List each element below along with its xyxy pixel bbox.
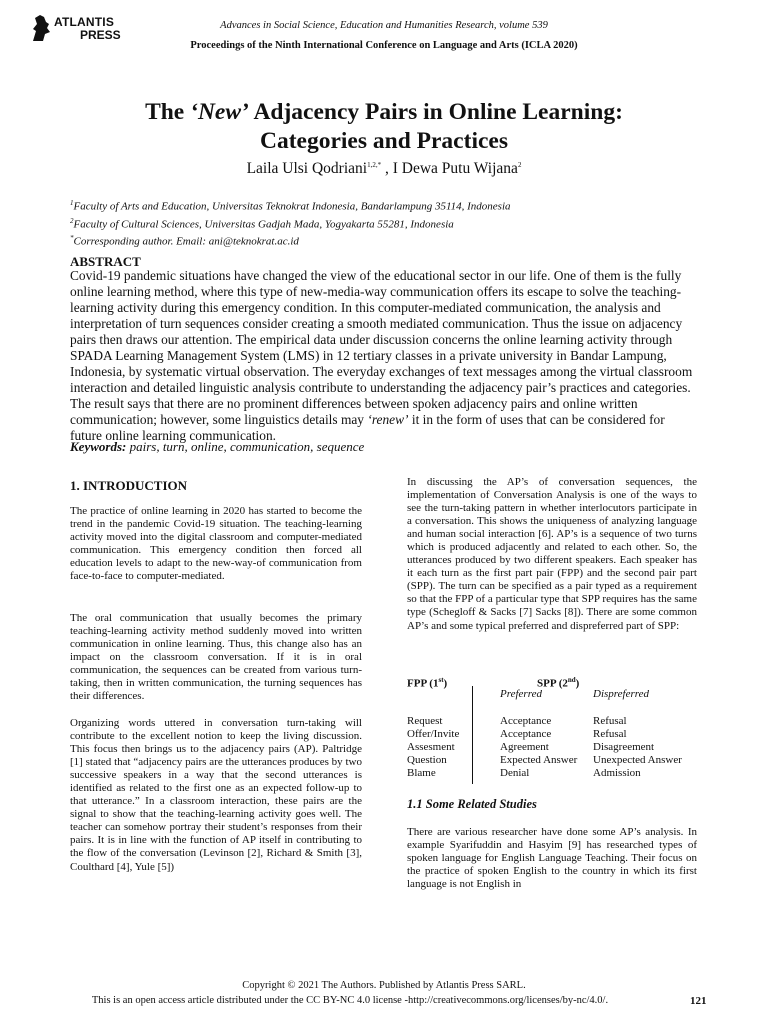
page-number: 121 — [690, 995, 707, 1007]
table-row-5-preferred: Denial — [500, 767, 530, 779]
fpp-label: FPP (1 — [407, 677, 439, 690]
table-row-1-dispreferred: Refusal — [593, 715, 627, 727]
section-1-1-heading: 1.1 Some Related Studies — [407, 797, 537, 811]
abstract-main: Covid-19 pandemic situations have changed the view of the educational sector in our life. One of them is the fully online learning method, where this type of new-media-way communication offers its escape to solve the teaching-learning activity during this emergency condition. In this computer-mediated communication, the analysis and interpretation of turn sequences consider creating a smooth mediated communication. Thus the issue on adjacency pairs then draws our attention. The empirical data under discussion concerns the online learning activity through SPADA Learning Management System (LMS) in 12 tertiary classes in a private university in Bandar Lampung, Indonesia, by systematic virtual observation. The everyday exchanges of text messages among the virtual classroom interaction and detailed linguistic analysis contribute to understanding the adjacency pair’s practices and categories. The result says that there are no prominent differences between spoken adjacency pairs and online written communication; however, some linguistics details may — [70, 268, 693, 427]
journal-line: Advances in Social Science, Education and Humanities Research, volume 539 — [220, 20, 548, 31]
abstract-heading: ABSTRACT — [70, 254, 141, 269]
corresponding-sup: * — [70, 234, 74, 243]
title-part3: Adjacency Pairs in Online Learning: — [248, 99, 623, 125]
abstract-text — [70, 268, 698, 444]
adjacency-pairs-table — [407, 674, 702, 784]
author-sep: , — [381, 160, 393, 177]
fpp-close: ) — [443, 677, 448, 690]
table-row-3-preferred: Agreement — [500, 741, 549, 753]
table-row-5-fpp: Blame — [407, 767, 436, 779]
abstract-italic: ‘renew’ — [367, 412, 409, 427]
affiliation-2 — [70, 214, 710, 232]
keywords-text: pairs, turn, online, communication, sequence — [126, 439, 365, 454]
abstract-end: it in the form of uses that can be considered for future online learning communication. — [70, 412, 665, 443]
table-header-fpp — [407, 674, 447, 691]
affiliation-1 — [70, 196, 710, 214]
right-paragraph-2: There are various researcher have done some AP’s analysis. In example Syarifuddin and Hasyim [9] has researched types of spoken language for English Language Teaching. Their focus on the practice of spoken English to the country in which its first language is not English in — [407, 826, 697, 891]
table-header-preferred: Preferred — [500, 688, 542, 700]
author-2-sup: 2 — [517, 160, 522, 169]
corresponding-author — [70, 231, 710, 249]
table-row-2-dispreferred: Refusal — [593, 728, 627, 740]
section-1-heading: 1. INTRODUCTION — [70, 478, 188, 493]
corresponding-text: Corresponding author. Email: ani@teknokrat.ac.id — [73, 235, 299, 248]
table-row-5-dispreferred: Admission — [593, 767, 641, 779]
author-line — [70, 160, 698, 178]
affiliation-1-sup: 1 — [70, 199, 74, 207]
intro-paragraph-2: The oral communication that usually becomes the primary teaching-learning activity method suddenly moved into written communication in online learning. Thus, this change also has an impact on the classroom conversation. If it is in oral communication, the sequences can be created from various turn-taking, then in written communication, the turning sequences has their differences. — [70, 612, 362, 703]
table-header-spp — [537, 674, 579, 691]
table-row-3-dispreferred: Disagreement — [593, 741, 655, 753]
affiliation-2-sup: 2 — [70, 216, 74, 225]
affiliation-2-text: Faculty of Cultural Sciences, Universitas Gadjah Mada, Yogyakarta 55281, Indonesia — [73, 218, 454, 231]
affiliations — [70, 196, 710, 249]
table-row-2-preferred: Acceptance — [500, 728, 552, 740]
author-1: Laila Ulsi Qodriani — [246, 160, 368, 177]
title-part1: The — [145, 99, 191, 125]
table-header-dispreferred: Dispreferred — [593, 688, 650, 700]
table-divider — [472, 686, 473, 784]
intro-paragraph-3: Organizing words uttered in conversation turn-taking will contribute to the excellent notion to keep the living discussion. This focus then brings us to the adjacency pairs (AP). Paltridge [1] stated that “adjacency pairs are the utterances produces by two successive speakers in a way that the second utterances is identified as related to the first one as an expected follow-up to that utterance.” In a classroom interaction, these pairs are the signal to show that the teaching-learning activity goes well. The teacher can somehow portray their student’s responses from their pairs. It is in line with the function of AP itself in contributing to the flow of the conversation (Levinson [2], Richard & Smith [3], Coulthard [4], Yule [5]) — [70, 717, 362, 873]
table-row-3-fpp: Assesment — [407, 741, 455, 753]
table-row-4-fpp: Question — [407, 754, 447, 766]
author-1-sup: 1,2,* — [367, 160, 382, 169]
spp-close: ) — [575, 677, 580, 690]
atlantis-press-logo — [30, 14, 120, 44]
atlantis-logo-icon — [30, 14, 52, 42]
right-paragraph-1: In discussing the AP’s of conversation sequences, the implementation of Conversation Analysis is one of the ways to see the turn-taking pattern in whether interlocutors participate in a conversation. This shows the uniqueness of analyzing language and human social interaction [6]. AP’s is a sequence of two turns which is produced adjacently and related to each other. So, the utterances produced by two different speakers. Each speaker has it each turn as the first part pair (FPP) and the second pair part (SPP). The turn can be specified as a pair typed as a requirement so that the FPP of a particular type that SPP requires has the same type (Schegloff & Sacks [7] Sacks [8]). There are some common AP’s and some typical preferred and dispreferred part of SPP: — [407, 476, 697, 632]
footer-license: This is an open access article distributed under the CC BY-NC 4.0 license -http://creativecommons.org/licenses/by-nc/4.0/. — [91, 995, 609, 1006]
paper-title — [70, 98, 698, 156]
table-row-4-preferred: Expected Answer — [500, 754, 578, 766]
fpp-sup: st — [438, 676, 444, 684]
affiliation-1-text: Faculty of Arts and Education, Universitas Teknokrat Indonesia, Bandarlampung 35114, Indonesia — [73, 200, 511, 213]
intro-paragraph-1: The practice of online learning in 2020 has started to become the trend in the pandemic Covid-19 situation. The teaching-learning activity moved into the digital classroom and computer-mediated communication. This emergency condition then forced all education levels to adapt to the new-way-of communication from face-to-face to computer-mediated. — [70, 505, 362, 583]
proceedings-line: Proceedings of the Ninth International Conference on Language and Arts (ICLA 2020) — [190, 40, 578, 51]
table-row-2-fpp: Offer/Invite — [407, 728, 460, 740]
title-line2: Categories and Practices — [260, 128, 508, 154]
title-part2: ‘New’ — [190, 99, 249, 125]
spp-label: SPP (2 — [537, 677, 568, 690]
table-row-4-dispreferred: Unexpected Answer — [593, 754, 682, 766]
footer-copyright: Copyright © 2021 The Authors. Published by Atlantis Press SARL. — [242, 980, 526, 991]
logo-text-atlantis: ATLANTIS — [54, 15, 115, 29]
table-row-1-fpp: Request — [407, 715, 443, 727]
keywords-label: Keywords: — [70, 439, 127, 454]
logo-text-press: PRESS — [80, 28, 121, 42]
keywords — [70, 439, 698, 455]
author-2: I Dewa Putu Wijana — [392, 160, 518, 177]
spp-sup: nd — [567, 676, 576, 684]
table-row-1-preferred: Acceptance — [500, 715, 552, 727]
